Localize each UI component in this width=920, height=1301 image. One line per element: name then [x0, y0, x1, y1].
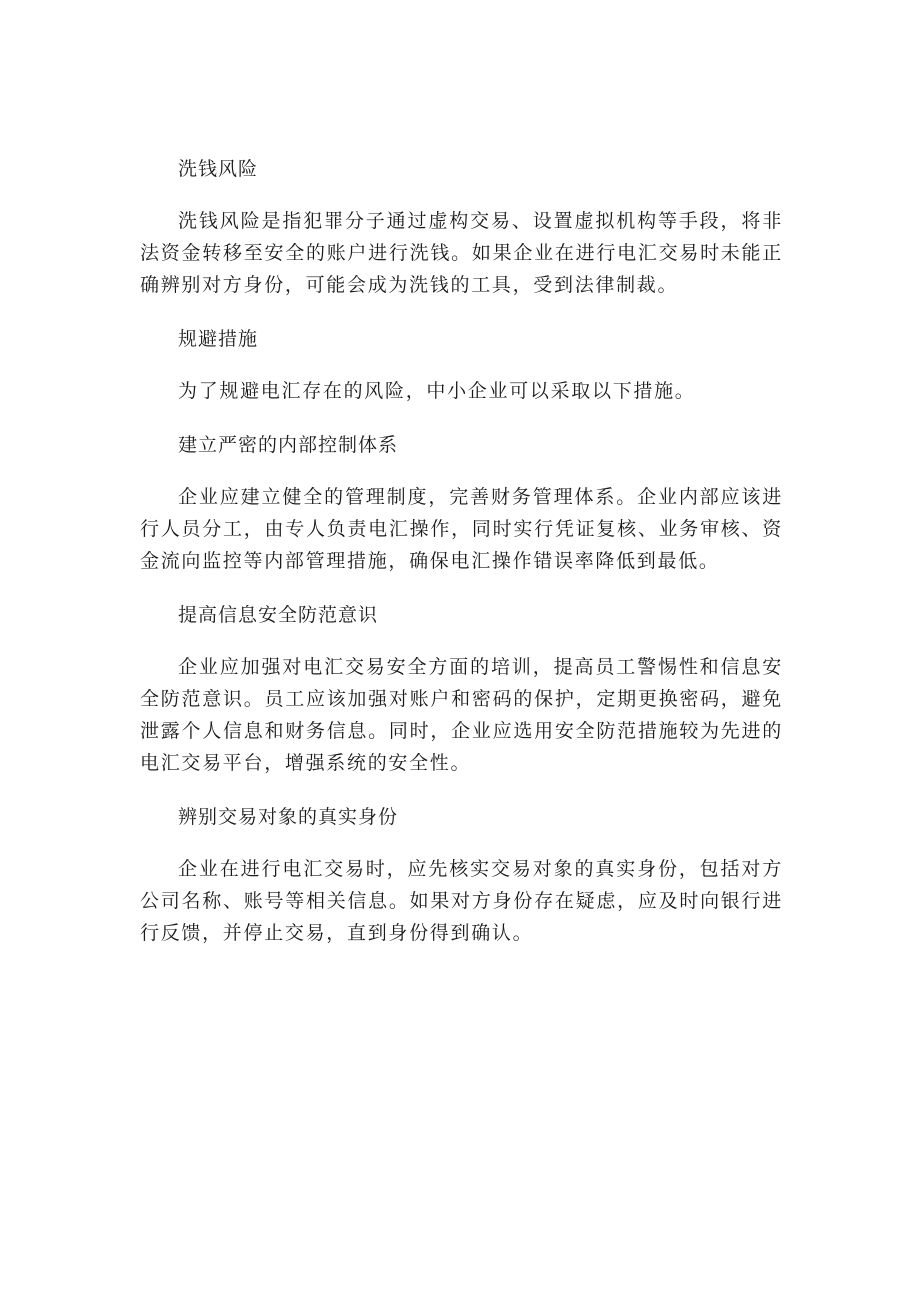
section-paragraph-money-laundering-risk: 洗钱风险是指犯罪分子通过虚构交易、设置虚拟机构等手段，将非法资金转移至安全的账户进行洗钱。如果企业在进行电汇交易时未能正确辨别对方身份，可能会成为洗钱的工具，受到法律制裁。 [140, 210, 783, 296]
section-heading-avoidance-measures: 规避措施 [178, 328, 259, 350]
section-heading-internal-control: 建立严密的内部控制体系 [178, 434, 399, 456]
section-heading-info-security: 提高信息安全防范意识 [178, 604, 379, 626]
section-heading-verify-identity: 辨别交易对象的真实身份 [178, 806, 399, 828]
document-body [140, 153, 783, 949]
section-heading-money-laundering-risk: 洗钱风险 [178, 158, 259, 180]
section-paragraph-verify-identity: 企业在进行电汇交易时，应先核实交易对象的真实身份，包括对方公司名称、账号等相关信息。如果对方身份存在疑虑，应及时向银行进行反馈，并停止交易，直到身份得到确认。 [140, 858, 783, 944]
section-paragraph-avoidance-measures: 为了规避电汇存在的风险，中小企业可以采取以下措施。 [178, 380, 696, 402]
section-paragraph-internal-control: 企业应建立健全的管理制度，完善财务管理体系。企业内部应该进行人员分工，由专人负责电汇操作，同时实行凭证复核、业务审核、资金流向监控等内部管理措施，确保电汇操作错误率降低到最低。 [140, 486, 783, 572]
section-paragraph-info-security: 企业应加强对电汇交易安全方面的培训，提高员工警惕性和信息安全防范意识。员工应该加强对账户和密码的保护，定期更换密码，避免泄露个人信息和财务信息。同时，企业应选用安全防范措施较为先进的电汇交易平台，增强系统的安全性。 [140, 656, 783, 774]
